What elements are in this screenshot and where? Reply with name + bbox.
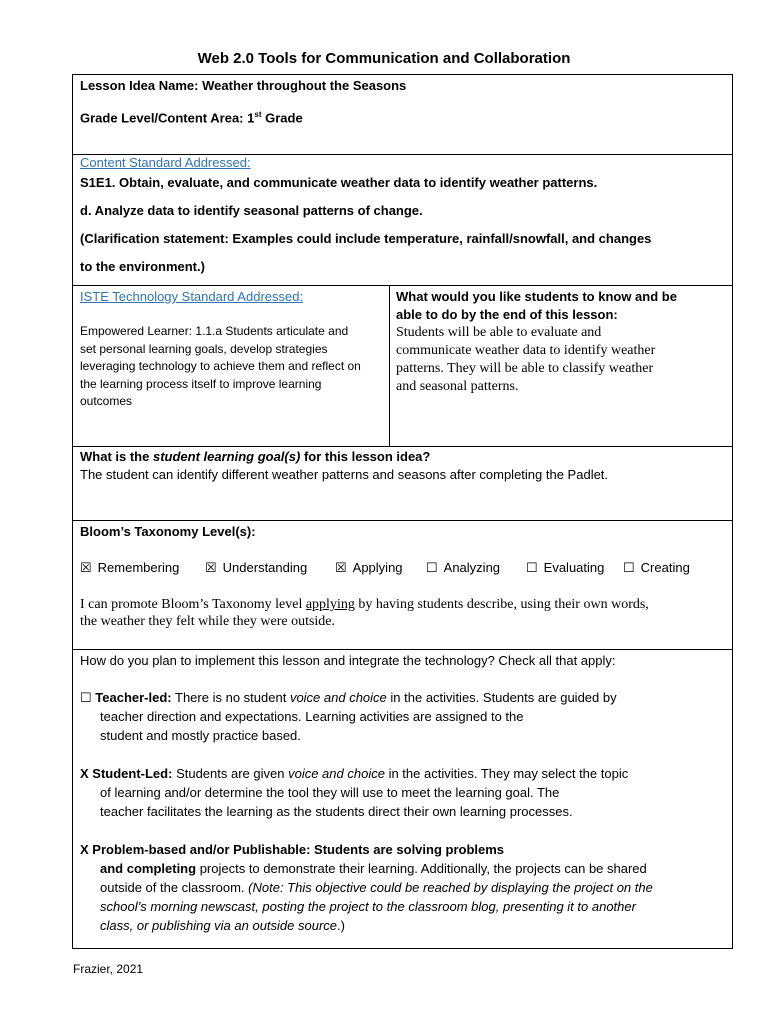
checkbox-checked-icon: ☒ bbox=[80, 560, 92, 575]
problem-based-line4: school’s morning newscast, posting the project to the classroom blog, presenting it to another bbox=[100, 899, 636, 914]
bloom-level-evaluating[interactable]: ☐ Evaluating bbox=[526, 560, 605, 575]
bloom-level-remembering[interactable]: ☒ Remembering bbox=[80, 560, 180, 575]
bloom-level-applying[interactable]: ☒ Applying bbox=[335, 560, 403, 575]
student-led-line1: X Student-Led: Students are given voice and choice in the activities. They may select the topic bbox=[80, 766, 629, 781]
document-title: Web 2.0 Tools for Communication and Collaboration bbox=[197, 50, 571, 67]
iste-text: Empowered Learner: 1.1.a Students articulate and set personal learning goals, develop strategies leveraging technology to achieve them and reflect on the learning process itself to improve learning outcomes bbox=[80, 324, 361, 408]
content-standard-line2: d. Analyze data to identify seasonal patterns of change. bbox=[80, 203, 423, 218]
content-standard-heading: Content Standard Addressed: bbox=[80, 155, 251, 170]
problem-based-line1: X Problem-based and/or Publishable: Students are solving problems bbox=[80, 842, 505, 857]
student-led-line2: of learning and/or determine the tool they will use to meet the learning goal. The bbox=[100, 785, 560, 800]
teacher-led-line2: teacher direction and expectations. Learning activities are assigned to the bbox=[100, 709, 524, 724]
know-heading-line1: What would you like students to know and be bbox=[396, 289, 677, 304]
footer-credit: Frazier, 2021 bbox=[73, 962, 144, 976]
problem-based-line5: class, or publishing via an outside source.) bbox=[100, 918, 345, 933]
iste-heading: ISTE Technology Standard Addressed: bbox=[80, 289, 304, 304]
checkbox-checked-icon: ☒ bbox=[335, 560, 347, 575]
problem-based-line2: and completing projects to demonstrate their learning. Additionally, the projects can be shared bbox=[100, 861, 647, 876]
content-standard-line3: (Clarification statement: Examples could include temperature, rainfall/snowfall, and changes bbox=[80, 231, 652, 246]
checkbox-empty-icon[interactable]: ☐ bbox=[80, 690, 92, 705]
bloom-heading: Bloom’s Taxonomy Level(s): bbox=[80, 524, 256, 539]
bloom-promote-line1: I can promote Bloom’s Taxonomy level applying by having students describe, using their own words, bbox=[80, 597, 649, 612]
student-led-line3: teacher facilitates the learning as the students direct their own learning processes. bbox=[100, 804, 573, 819]
know-text: Students will be able to evaluate and communicate weather data to identify weather patterns. They will be able to classify weather and seasonal patterns. bbox=[396, 325, 656, 394]
bloom-promote-line2: the weather they felt while they were outside. bbox=[80, 614, 336, 629]
teacher-led-line1: ☐ Teacher-led: There is no student voice and choice in the activities. Students are guided by bbox=[80, 690, 617, 705]
lesson-name: Lesson Idea Name: Weather throughout the Seasons bbox=[80, 78, 407, 93]
know-heading-line2: able to do by the end of this lesson: bbox=[396, 307, 618, 322]
content-standard-line1: S1E1. Obtain, evaluate, and communicate weather data to identify weather patterns. bbox=[80, 175, 598, 190]
bloom-level-analyzing[interactable]: ☐ Analyzing bbox=[426, 560, 501, 575]
checkbox-empty-icon: ☐ bbox=[526, 560, 538, 575]
implementation-question: How do you plan to implement this lesson and integrate the technology? Check all that apply: bbox=[80, 653, 616, 668]
learning-goal-question: What is the student learning goal(s) for this lesson idea? bbox=[80, 449, 431, 464]
teacher-led-line3: student and mostly practice based. bbox=[100, 728, 301, 743]
checkbox-empty-icon: ☐ bbox=[623, 560, 635, 575]
problem-based-line3: outside of the classroom. (Note: This objective could be reached by displaying the project on the bbox=[100, 880, 653, 895]
bloom-level-understanding[interactable]: ☒ Understanding bbox=[205, 560, 308, 575]
learning-goal-answer: The student can identify different weather patterns and seasons after completing the Padlet. bbox=[80, 467, 609, 482]
bloom-level-creating[interactable]: ☐ Creating bbox=[623, 560, 690, 575]
checkbox-checked-icon: ☒ bbox=[205, 560, 217, 575]
content-standard-line4: to the environment.) bbox=[80, 259, 205, 274]
grade-level: Grade Level/Content Area: 1st Grade bbox=[80, 110, 303, 126]
checkbox-empty-icon: ☐ bbox=[426, 560, 438, 575]
